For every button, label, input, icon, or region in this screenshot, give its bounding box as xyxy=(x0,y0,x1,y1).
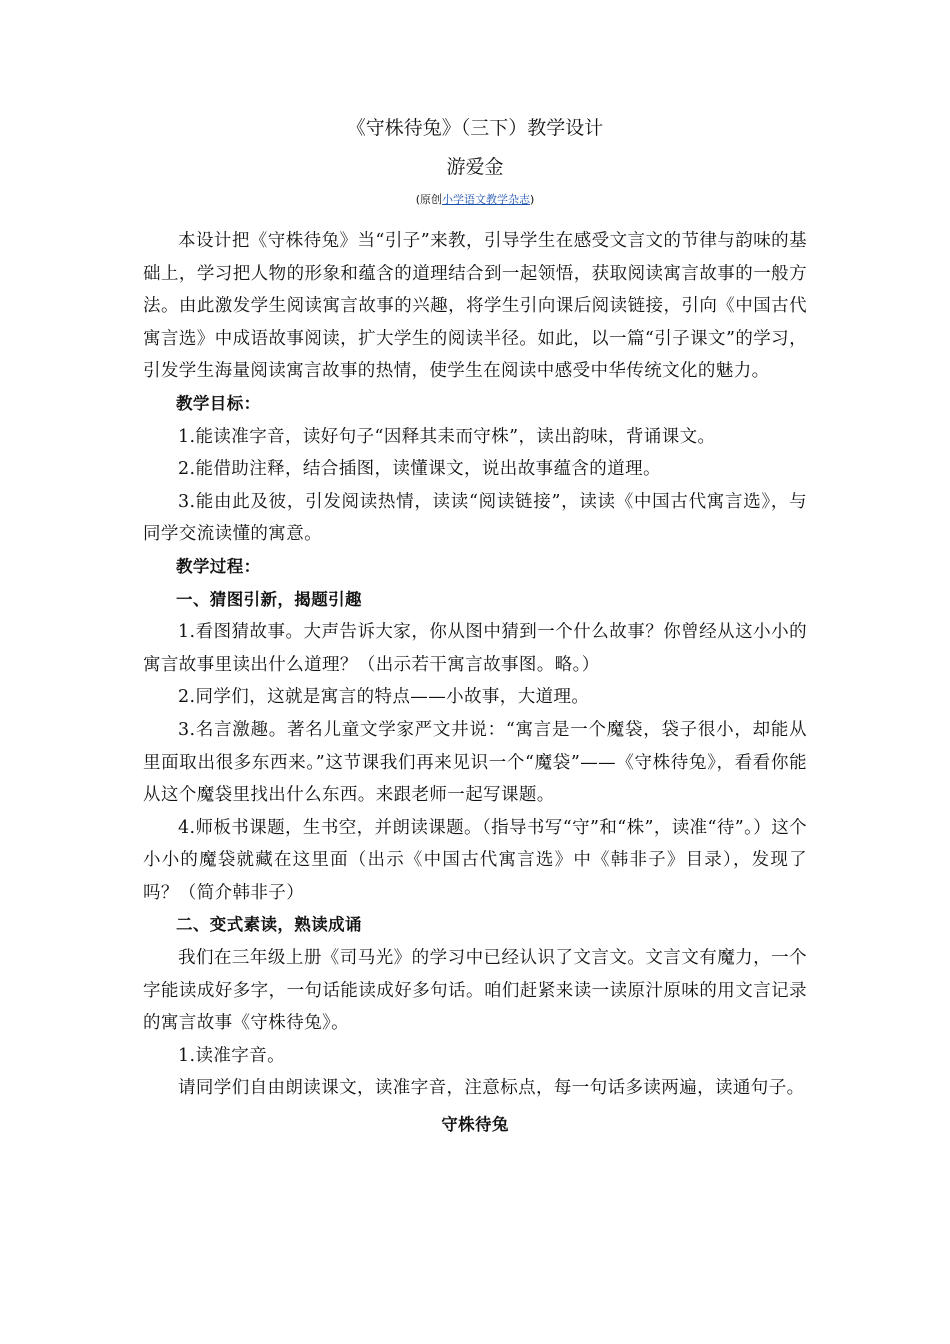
document-title: 《守株待兔》（三下）教学设计 xyxy=(346,117,604,139)
section-1-heading: 一、猜图引新，揭题引趣 xyxy=(176,589,362,609)
section-2-paragraph-3: 请同学们自由朗读课文，读准字音，注意标点，每一句话多读两遍，读通句子。 xyxy=(178,1078,805,1099)
section-1-paragraph-3: 3.名言激趣。著名儿童文学家严文井说：“寓言是一个魔袋，袋子很小，却能从里面取出很多东西来。”这节课我们再来见识一个“魔袋”——《守株待兔》，看看你能从这个魔袋里找出什么东西。来跟老师一起写课题。 xyxy=(143,719,807,806)
text-title: 守株待兔 xyxy=(441,1115,509,1135)
section-1-paragraph-4: 4.师板书课题，生书空，并朗读课题。（指导书写“守”和“株”，读准“待”。）这个小小的魔袋就藏在这里面（出示《中国古代寓言选》中《韩非子》目录），发现了吗？（简介韩非子） xyxy=(143,817,807,903)
intro-paragraph: 本设计把《守株待兔》当“引子”来教，引导学生在感受文言文的节律与韵味的基础上，学习把人物的形象和蕴含的道理结合到一起领悟，获取阅读寓言故事的一般方法。由此激发学生阅读寓言故事的兴趣，将学生引向课后阅读链接，引向《中国古代寓言选》中成语故事阅读，扩大学生的阅读半径。如此，以一篇“引子课文”的学习，引发学生海量阅读寓言故事的热情，使学生在阅读中感受中华传统文化的魅力。 xyxy=(143,231,807,382)
goal-1: 1.能读准字音，读好句子“因释其耒而守株”，读出韵味，背诵课文。 xyxy=(178,426,716,447)
section-2-paragraph-2: 1.读准字音。 xyxy=(178,1045,285,1066)
section-2-paragraph-1: 我们在三年级上册《司马光》的学习中已经认识了文言文。文言文有魔力，一个字能读成好多字，一句话能读成好多句话。咱们赶紧来读一读原汁原味的用文言记录的寓言故事《守株待兔》。 xyxy=(143,948,807,1034)
process-heading: 教学过程： xyxy=(176,556,261,576)
author-name: 游爱金 xyxy=(446,156,504,178)
section-1-paragraph-1: 1.看图猜故事。大声告诉大家，你从图中猜到一个什么故事？你曾经从这小小的寓言故事里读出什么道理？（出示若干寓言故事图。略。） xyxy=(143,622,807,675)
source-link[interactable]: 小学语文教学杂志 xyxy=(442,193,530,206)
source-suffix: ) xyxy=(530,193,535,206)
section-1-paragraph-2: 2.同学们，这就是寓言的特点——小故事，大道理。 xyxy=(178,687,590,708)
goal-3: 3.能由此及彼，引发阅读热情，读读“阅读链接”，读读《中国古代寓言选》，与同学交流读懂的寓意。 xyxy=(143,491,807,545)
document-body xyxy=(143,225,807,1142)
section-2-heading: 二、变式素读，熟读成诵 xyxy=(176,915,362,935)
goal-2: 2.能借助注释，结合插图，读懂课文，说出故事蕴含的道理。 xyxy=(178,459,661,480)
goals-heading: 教学目标： xyxy=(176,393,261,413)
source-prefix: (原创 xyxy=(415,193,442,206)
source-line xyxy=(0,192,950,208)
